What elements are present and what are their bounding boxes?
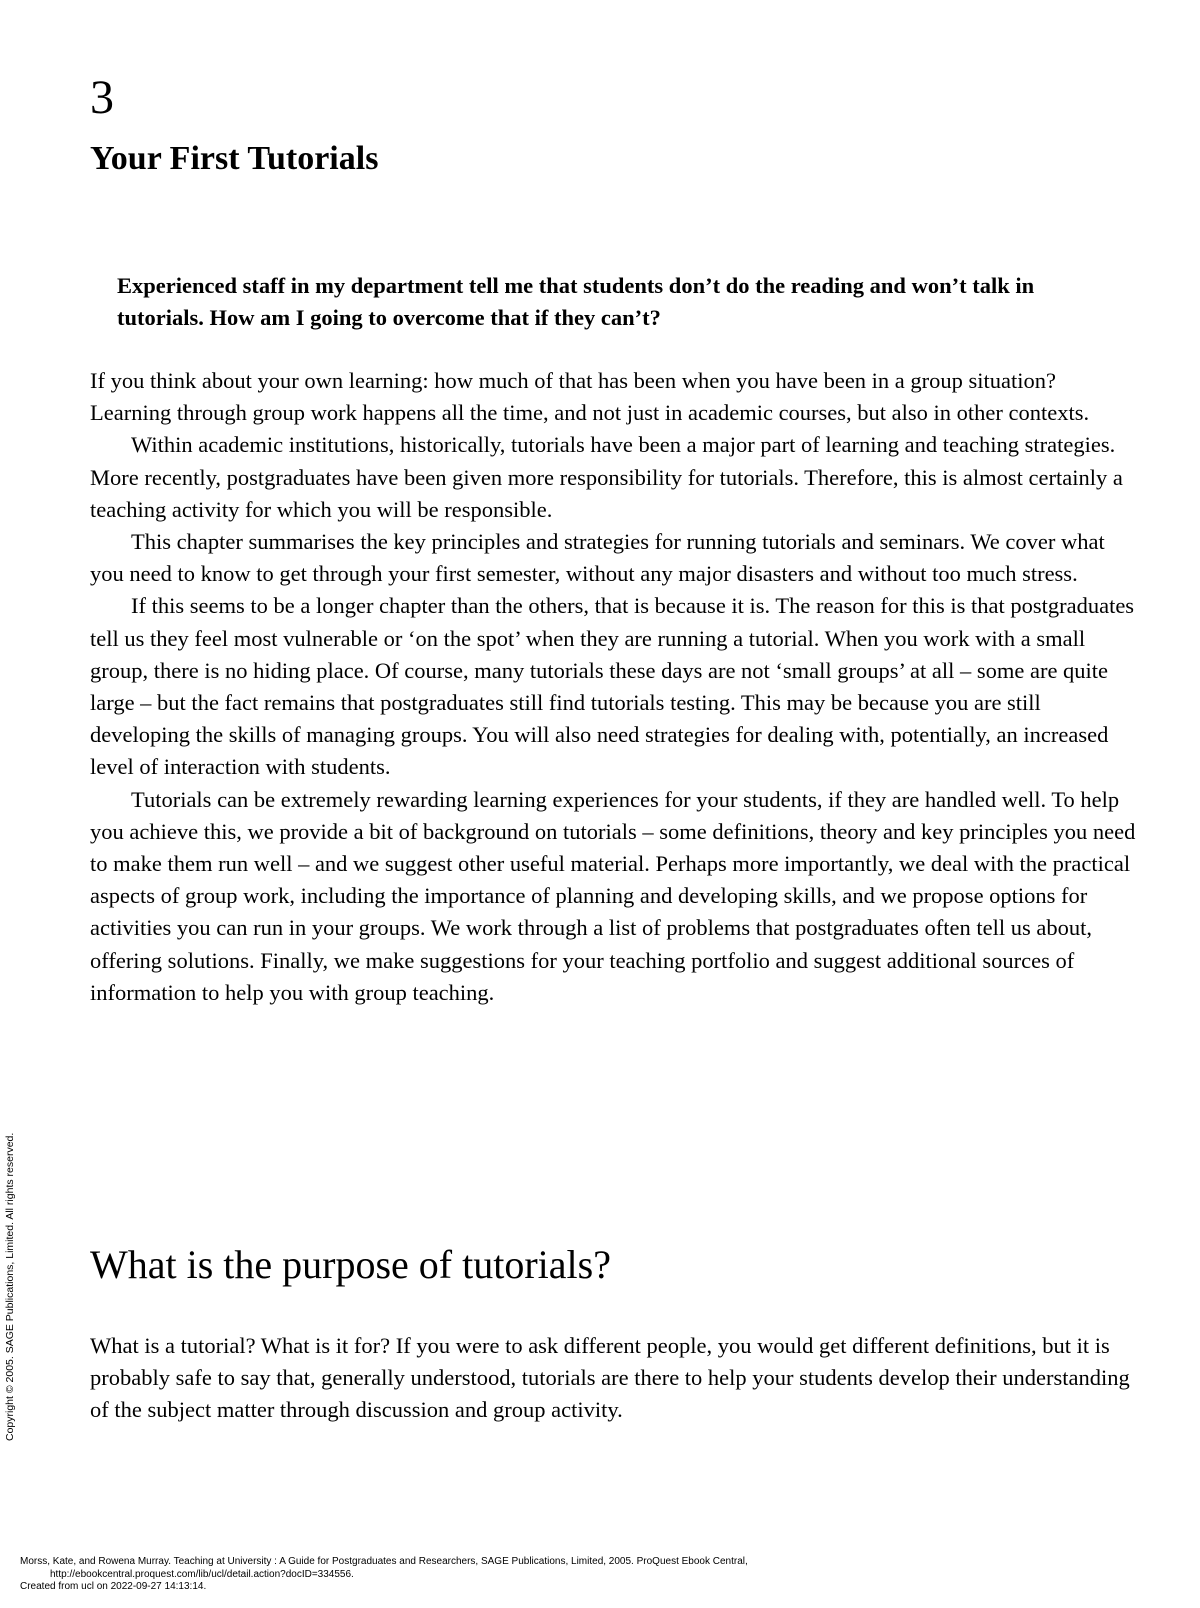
- paragraph: This chapter summarises the key principles and strategies for running tutorials and seminars. We cover what you need to know to get through your first semester, without any major disasters and without too much stress.: [90, 529, 1105, 587]
- paragraph: Within academic institutions, historically, tutorials have been a major part of learning and teaching strategies. More recently, postgraduates have been given more responsibility for tutorials. Therefore, this is almost certainly a teaching activity for which you will be responsible.: [90, 432, 1123, 522]
- epigraph-question: Experienced staff in my department tell me that students don’t do the reading and won’t talk in tutorials. How am I going to overcome that if they can’t?: [117, 273, 1035, 330]
- chapter-body: [90, 365, 1140, 1009]
- chapter-number: 3: [90, 71, 114, 124]
- footer-citation: Morss, Kate, and Rowena Murray. Teaching at University : A Guide for Postgraduates and Researchers, SAGE Publications, Limited, 2005. ProQuest Ebook Central,: [20, 1556, 748, 1567]
- paragraph: Tutorials can be extremely rewarding learning experiences for your students, if they are handled well. To help you achieve this, we provide a bit of background on tutorials – some definitions, theory and key principles you need to make them run well – and we suggest other useful material. Perhaps more importantly, we deal with the practical aspects of group work, including the importance of planning and developing skills, and we propose options for activities you can run in your groups. We work through a list of problems that postgraduates often tell us about, offering solutions. Finally, we make suggestions for your teaching portfolio and suggest additional sources of information to help you with group teaching.: [90, 786, 1136, 1005]
- side-copyright-notice: Copyright © 2005. SAGE Publications, Limited. All rights reserved.: [4, 1132, 16, 1441]
- paragraph: If this seems to be a longer chapter than the others, that is because it is. The reason for this is that postgraduates tell us they feel most vulnerable or ‘on the spot’ when they are running a tutorial. When you work with a small group, there is no hiding place. Of course, many tutorials these days are not ‘small groups’ at all – some are quite large – but the fact remains that postgraduates still find tutorials testing. This may be because you are still developing the skills of managing groups. You will also need strategies for dealing with, potentially, an increased level of interaction with students.: [90, 593, 1135, 780]
- section-heading: What is the purpose of tutorials?: [90, 1242, 611, 1287]
- footer-url[interactable]: http://ebookcentral.proquest.com/lib/ucl/detail.action?docID=334556.: [50, 1568, 354, 1580]
- paragraph: If you think about your own learning: how much of that has been when you have been in a group situation? Learning through group work happens all the time, and not just in academic courses, but also in other contexts.: [90, 368, 1090, 426]
- chapter-title: Your First Tutorials: [90, 140, 379, 177]
- page-footer: [20, 1556, 748, 1594]
- footer-created: Created from ucl on 2022-09-27 14:13:14.: [20, 1581, 207, 1592]
- section-paragraph: What is a tutorial? What is it for? If you were to ask different people, you would get different definitions, but it is probably safe to say that, generally understood, tutorials are there to help your students develop their understanding of the subject matter through discussion and group activity.: [90, 1333, 1130, 1423]
